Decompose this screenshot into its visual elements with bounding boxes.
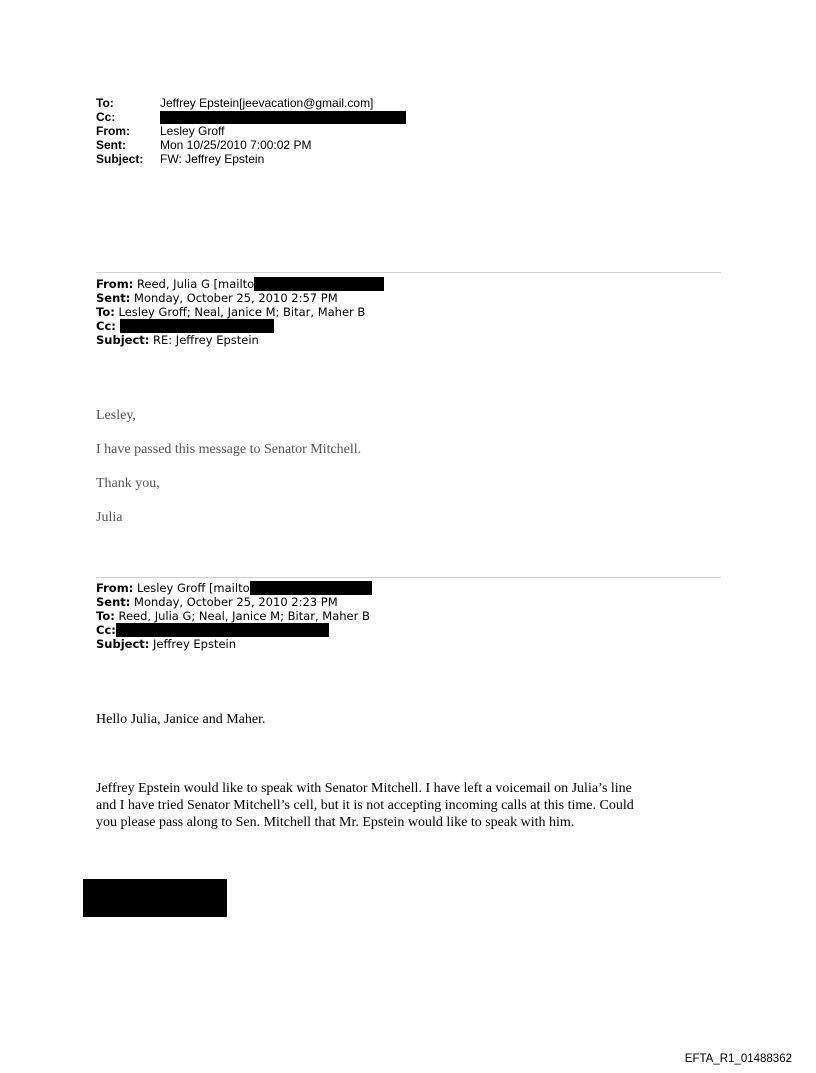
original-email-redaction [250,581,372,595]
original-header [96,581,372,651]
reply-subject-row [96,333,384,347]
cc-row [96,110,406,124]
to-row [96,96,406,110]
from-value: Lesley Groff [160,124,225,138]
original-sent-row [96,595,372,609]
subject-value: FW: Jeffrey Epstein [160,152,265,166]
reply-divider [96,272,721,273]
reply-cc-redaction [120,319,274,333]
paragraph-line-1: Jeffrey Epstein would like to speak with Senator Mitchell. I have left a voicemail on Julia’s line [96,781,632,796]
reply-from-value: Reed, Julia G [mailto [136,277,255,291]
from-row [96,124,406,138]
reply-cc-row [96,319,384,333]
original-from-row [96,581,372,595]
original-sent-value: Monday, October 25, 2010 2:23 PM [134,595,338,609]
sent-label: Sent: [96,138,126,152]
reply-to-row [96,305,384,319]
subject-row [96,152,406,166]
subject-label: Subject: [96,152,144,166]
sent-value: Mon 10/25/2010 7:00:02 PM [160,138,312,152]
original-cc-row [96,623,372,637]
reply-email-redaction [254,277,384,291]
signature-redaction [83,879,227,917]
reply-header [96,277,384,347]
original-divider [96,577,721,578]
original-cc-label: Cc: [96,623,116,637]
original-subject-value: Jeffrey Epstein [153,637,237,651]
reply-line: I have passed this message to Senator Mitchell. [96,442,362,457]
reply-sent-value: Monday, October 25, 2010 2:57 PM [134,291,338,305]
reply-greeting: Lesley, [96,408,136,423]
paragraph-line-2: and I have tried Senator Mitchell’s cell, but it is not accepting incoming calls at this time. Could [96,798,634,813]
reply-subject-label: Subject: [96,333,150,347]
from-label: From: [96,124,130,138]
original-paragraph [96,780,634,831]
to-value: Jeffrey Epstein[jeevacation@gmail.com] [160,96,374,110]
original-cc-redaction [116,623,329,637]
cc-label: Cc: [96,110,116,124]
original-greeting: Hello Julia, Janice and Maher. [96,712,266,727]
reply-cc-label: Cc: [96,319,116,333]
to-label: To: [96,96,114,110]
paragraph-line-3: you please pass along to Sen. Mitchell that Mr. Epstein would like to speak with him. [96,815,575,830]
reply-to-value: Lesley Groff; Neal, Janice M; Bitar, Maher B [118,305,366,319]
sent-row [96,138,406,152]
original-subject-row [96,637,372,651]
original-from-label: From: [96,581,134,595]
original-to-row [96,609,372,623]
reply-from-row [96,277,384,291]
reply-to-label: To: [96,305,115,319]
original-sent-label: Sent: [96,595,131,609]
original-to-label: To: [96,609,115,623]
cc-redaction [160,111,406,124]
original-from-value: Lesley Groff [mailto [136,581,250,595]
reply-sent-label: Sent: [96,291,131,305]
reply-from-label: From: [96,277,134,291]
reply-closing: Thank you, [96,476,160,491]
reply-signature: Julia [96,510,123,525]
reply-sent-row [96,291,384,305]
original-to-value: Reed, Julia G; Neal, Janice M; Bitar, Maher B [118,609,370,623]
email-header [96,96,406,166]
original-subject-label: Subject: [96,637,150,651]
document-id: EFTA_R1_01488362 [684,1053,792,1065]
reply-subject-value: RE: Jeffrey Epstein [153,333,259,347]
